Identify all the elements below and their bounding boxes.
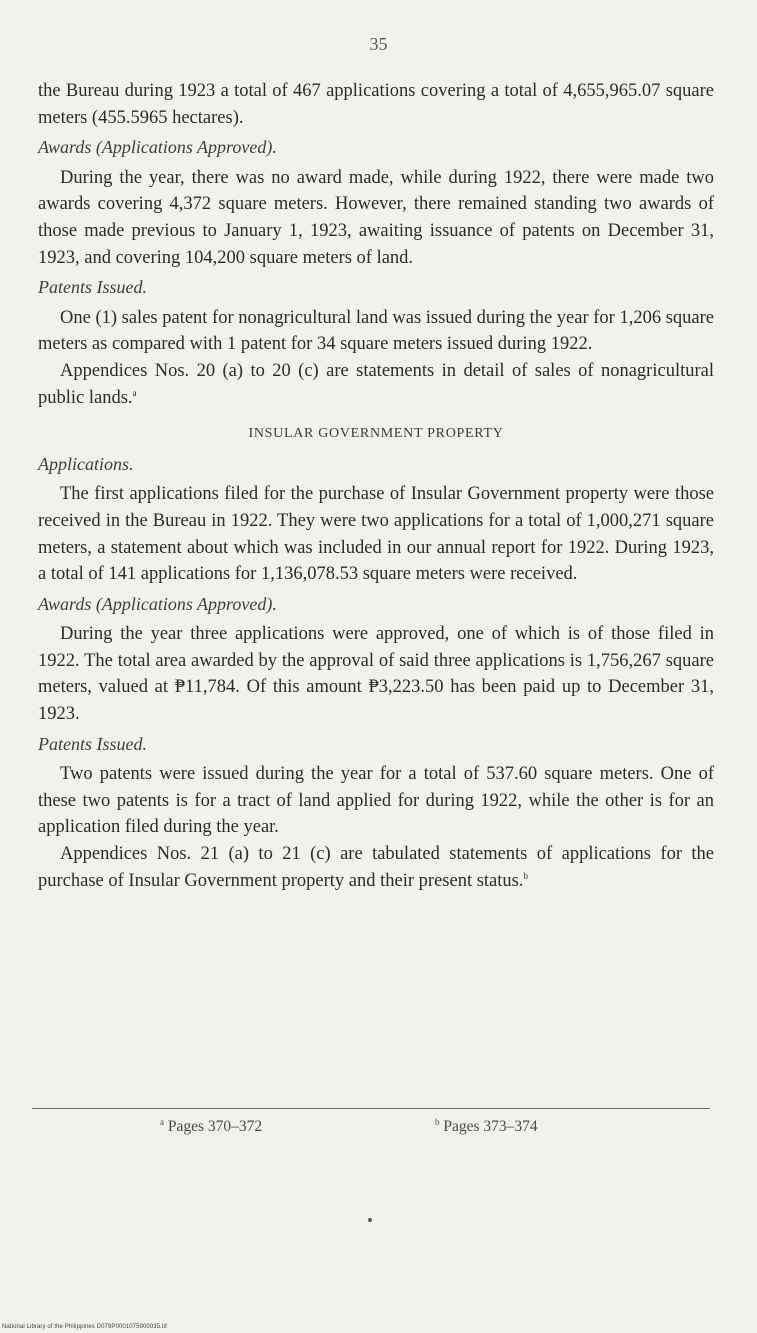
footnote-b-mark: b bbox=[435, 1116, 440, 1127]
paragraph bbox=[38, 305, 714, 358]
block-text: Appendices Nos. 20 (a) to 20 (c) are statements in detail of sales of nonagricultural public lands. bbox=[38, 360, 714, 408]
paragraph bbox=[38, 621, 714, 727]
footnote-marker: b bbox=[523, 870, 528, 881]
block-text: The first applications filed for the purchase of Insular Government property were those received in the Bureau in 1922. They were two applications for a total of 1,000,271 square meters, a statement about which was included in our annual report for 1922. During 1923, a total of 141 applications for 1,136,078.53 square meters were received. bbox=[38, 484, 714, 585]
block-text: Two patents were issued during the year for a total of 537.60 square meters. One of these two patents is for a tract of land applied for during 1922, while the other is for an application filed during the year. bbox=[38, 764, 714, 838]
section-heading bbox=[38, 731, 714, 758]
paragraph bbox=[38, 165, 714, 271]
section-title bbox=[38, 421, 714, 448]
footnote-b-text: Pages 373–374 bbox=[443, 1118, 538, 1135]
block-text: Applications. bbox=[38, 453, 134, 474]
block-text: Patents Issued. bbox=[38, 733, 147, 754]
scan-stamp: National Library of the Philippines D079P0001075900035.tif bbox=[2, 1324, 167, 1330]
block-text: Awards (Applications Approved). bbox=[38, 137, 277, 158]
paragraph bbox=[38, 358, 714, 411]
paragraph bbox=[38, 78, 714, 131]
section-heading bbox=[38, 451, 714, 478]
block-text: INSULAR GOVERNMENT PROPERTY bbox=[248, 426, 504, 442]
footnote-a-text: Pages 370–372 bbox=[167, 1118, 263, 1135]
page-number: 35 bbox=[369, 34, 388, 54]
block-text: During the year, there was no award made, while during 1922, there were made two awards covering 4,372 square meters. However, there remained standing two awards of those made previous to January 1, 1923, awaiting issuance of patents on December 31, 1923, and covering 104,200 square meters of land. bbox=[38, 167, 714, 268]
block-text: the Bureau during 1923 a total of 467 applications covering a total of 4,655,965.07 square meters (455.5965 hectares). bbox=[38, 81, 714, 128]
footnote-b bbox=[435, 1118, 538, 1136]
section-heading bbox=[38, 274, 714, 301]
block-text: During the year three applications were approved, one of which is of those filed in 1922. The total area awarded by the approval of said three applications is 1,756,267 square meters, valued at ₱11,784. Of this amount ₱3,223.50 has been paid up to December 31, 1923. bbox=[38, 624, 714, 725]
ink-spot bbox=[368, 1218, 372, 1222]
block-text: Patents Issued. bbox=[38, 277, 147, 298]
footnote-a-mark: a bbox=[160, 1116, 164, 1127]
block-text: Appendices Nos. 21 (a) to 21 (c) are tabulated statements of applications for the purchase of Insular Government property and their present status. bbox=[38, 844, 714, 891]
paragraph bbox=[38, 761, 714, 841]
block-text: Awards (Applications Approved). bbox=[38, 593, 277, 614]
block-text: One (1) sales patent for nonagricultural land was issued during the year for 1,206 square meters as compared with 1 patent for 34 square meters issued during 1922. bbox=[38, 307, 714, 355]
paragraph bbox=[38, 841, 714, 894]
body-text bbox=[38, 78, 714, 894]
section-heading bbox=[38, 591, 714, 618]
footnote-a bbox=[160, 1118, 262, 1136]
paragraph bbox=[38, 481, 714, 587]
footnote-marker: a bbox=[132, 387, 137, 398]
section-heading bbox=[38, 134, 714, 161]
footnote-divider bbox=[32, 1108, 710, 1109]
